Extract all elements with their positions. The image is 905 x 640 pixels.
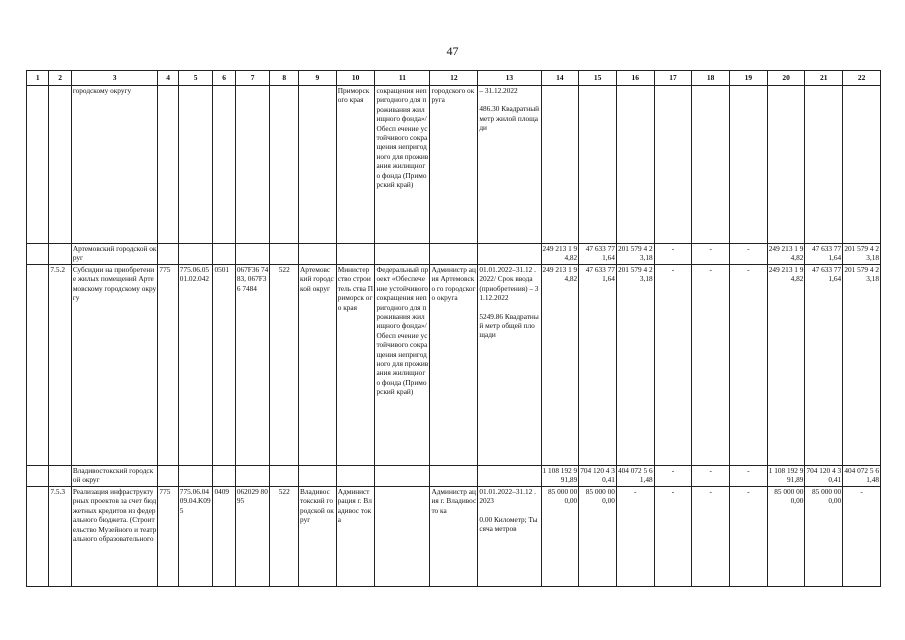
amount: 249 213 1 94,82 [541,265,579,466]
col-header: 10 [336,71,375,86]
code: 775 [158,487,178,587]
item-name: Реализация инфраструктурных проектов за счет бюджетных кредитов из федерального бюджета. (Строительство Музейного и театрального образовательного [71,487,158,587]
period: – 31.12.2022 486.30 Квадратный метр жилой площади [478,86,541,244]
amount: - [692,487,730,587]
col-header: 13 [478,71,541,86]
code: 775.06.05 01.02.042 [178,265,213,466]
amount: - [692,265,730,466]
amount: - [730,487,768,587]
col-header: 12 [430,71,478,86]
responsible: Админист рация г. Владивос тока [336,487,375,587]
amount: 404 072 5 61,48 [616,466,654,487]
table-row [27,466,881,487]
executor: Администр ация г. Владивосто ка [430,487,478,587]
col-header: 22 [843,71,881,86]
amount: - [692,244,730,265]
amount: 249 213 1 94,82 [767,244,805,265]
amount: 201 579 4 23,18 [843,265,881,466]
amount: 85 000 00 0,00 [579,487,617,587]
amount: 249 213 1 94,82 [767,265,805,466]
amount: - [654,244,692,265]
responsible: Приморск ого края [336,86,375,244]
project-name: сокращения непригодного для проживания жилищного фонда»/Обесп ечение устойчивого сокращения непригодного для проживания жилищного фонда (Приморский край) [375,86,430,244]
col-header: 18 [692,71,730,86]
amount: 85 000 00 0,00 [767,487,805,587]
amount: 1 108 192 991,89 [541,466,579,487]
amount: 201 579 4 23,18 [616,265,654,466]
project-name: Федеральный проект «Обеспечение устойчивого сокращения непригодного для проживания жилищного фонда»/Обесп ечение устойчивого сокращения непригодного для проживания жилищного фонда (Приморский край) [375,265,430,466]
code: 775 [158,265,178,466]
period: 01.01.2022–31.12 .2022/ Срок ввода (приобретения) – 31.12.2022 5249.86 Квадратный метр общей площади [478,265,541,466]
amount: - [730,244,768,265]
col-header: 9 [299,71,337,86]
amount: 85 000 00 0,00 [805,487,843,587]
executor: городского округа [430,86,478,244]
amount: - [654,466,692,487]
amount: 704 120 4 30,41 [805,466,843,487]
col-header: 14 [541,71,579,86]
amount: 704 120 4 30,41 [579,466,617,487]
col-header: 20 [767,71,805,86]
table-row [27,86,881,244]
code: 062029 8095 [235,487,270,587]
code: 067F36 7483, 067F36 7484 [235,265,270,466]
amount: - [730,265,768,466]
page-number: 47 [446,44,459,58]
table-row [27,265,881,466]
municipality: Артемовс кий городской округ [299,265,337,466]
period: 01.01.2022–31.12 .2023 0.00 Километр; Тысяча метров [478,487,541,587]
amount: 201 579 4 23,18 [843,244,881,265]
code: 0501 [213,265,235,466]
amount: 47 633 77 1,64 [579,244,617,265]
col-header: 2 [49,71,71,86]
amount: 47 633 77 1,64 [579,265,617,466]
col-header: 5 [178,71,213,86]
col-header: 16 [616,71,654,86]
amount: 47 633 77 1,64 [805,244,843,265]
col-header: 1 [27,71,49,86]
col-header: 4 [158,71,178,86]
amount: 249 213 1 94,82 [541,244,579,265]
code: 522 [270,487,299,587]
amount: - [730,466,768,487]
item-name: Субсидии на приобретение жилых помещений Артемовскому городскому округу [71,265,158,466]
col-header: 7 [235,71,270,86]
amount: - [692,466,730,487]
amount: - [843,487,881,587]
budget-table [26,70,881,587]
subtotal-name: Владивостокский городской округ [71,466,158,487]
code: 0409 [213,487,235,587]
amount: 404 072 5 61,48 [843,466,881,487]
col-header: 21 [805,71,843,86]
table-row [27,487,881,587]
subtotal-name: Артемовский городской округ [71,244,158,265]
col-header: 3 [71,71,158,86]
amount: 201 579 4 23,18 [616,244,654,265]
item-name: городскому округу [71,86,158,244]
col-header: 6 [213,71,235,86]
municipality: Владивос токский городской округ [299,487,337,587]
col-header: 8 [270,71,299,86]
table-row [27,244,881,265]
executor: Администр ация Артемовско го городского округа [430,265,478,466]
amount: 85 000 00 0,00 [541,487,579,587]
amount: - [654,265,692,466]
responsible: Министер ство строитель ства Приморск ого края [336,265,375,466]
amount: - [616,487,654,587]
code: 775.06.04 09.04.K09 5 [178,487,213,587]
item-number: 7.5.2 [49,265,71,466]
code: 522 [270,265,299,466]
amount: - [654,487,692,587]
col-header: 17 [654,71,692,86]
col-header: 19 [730,71,768,86]
col-header: 11 [375,71,430,86]
amount: 1 108 192 991,89 [767,466,805,487]
header-row [27,71,881,86]
amount: 47 633 77 1,64 [805,265,843,466]
item-number: 7.5.3 [49,487,71,587]
col-header: 15 [579,71,617,86]
